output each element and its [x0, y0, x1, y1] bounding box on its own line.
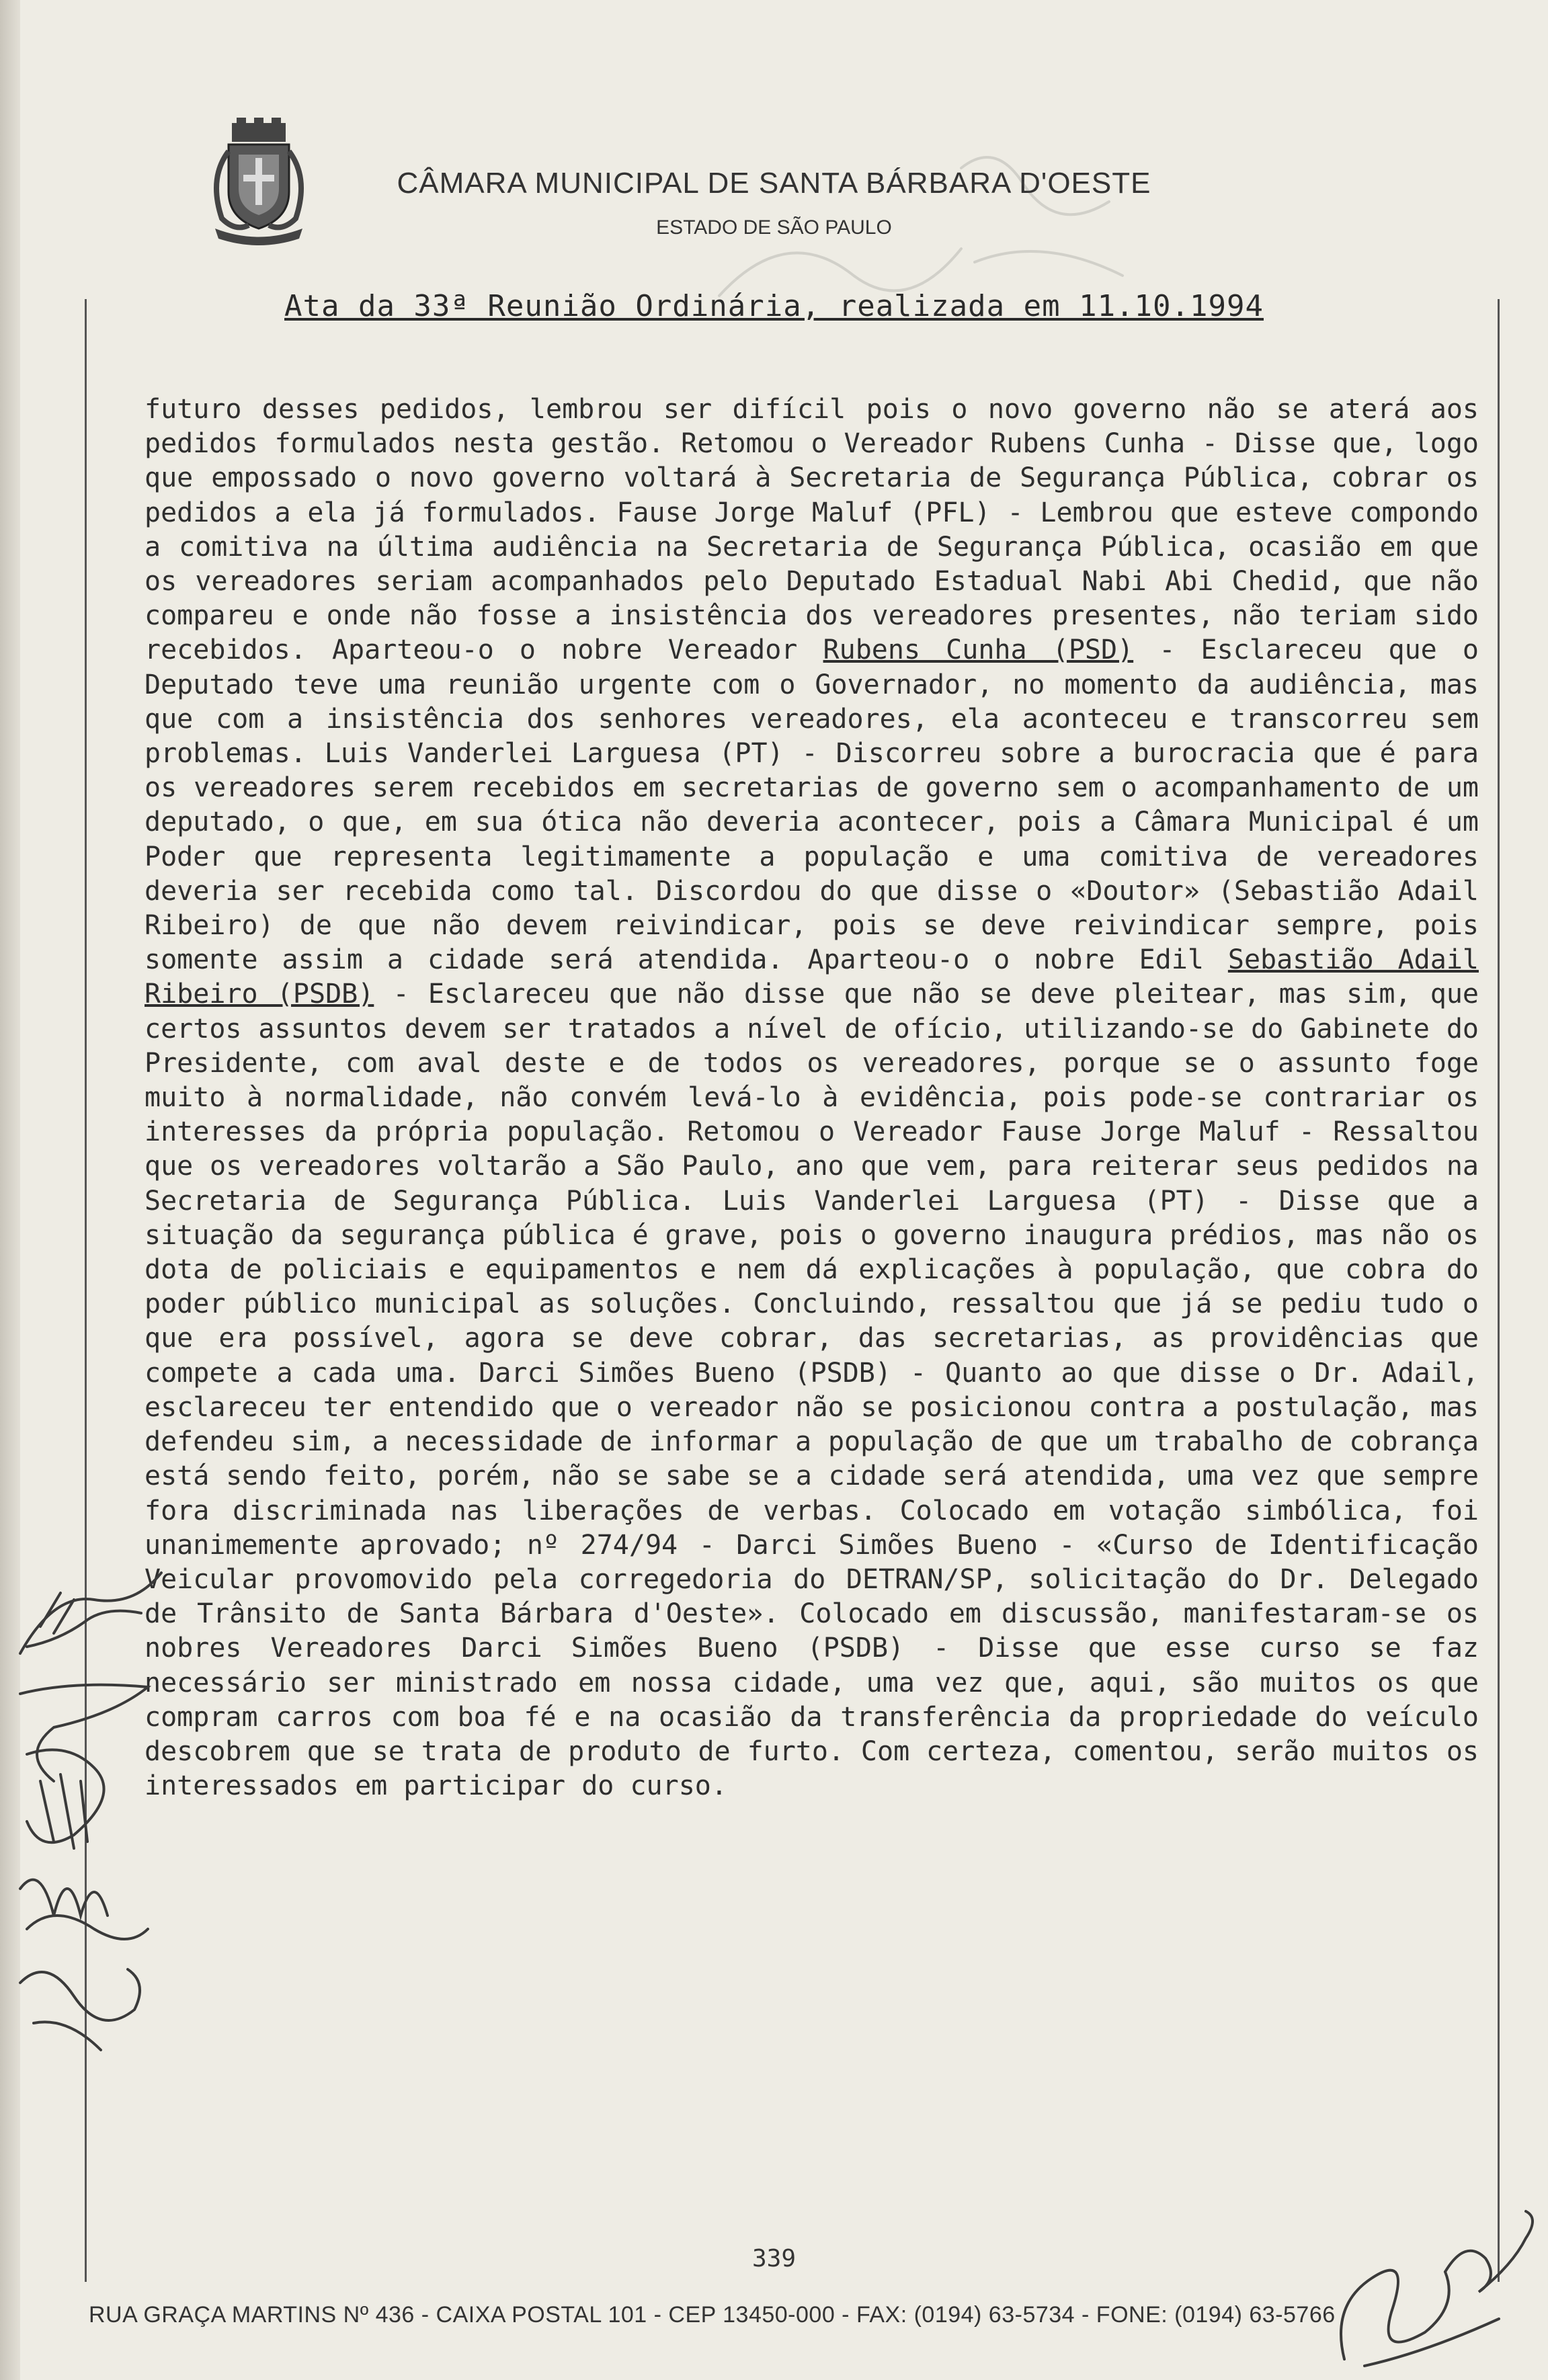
footer-address: RUA GRAÇA MARTINS Nº 436 - CAIXA POSTAL 101 - CEP 13450-000 - FAX: (0194) 63-5734 - FONE: (0194) 63-5766 [89, 2302, 1336, 2328]
speaker-name-1: Rubens Cunha (PSD) [823, 634, 1134, 666]
body-paragraph-2: - Esclareceu que o Deputado teve uma reunião urgente com o Governador, no momento da audiência, mas que com a insistência dos senhores vereadores, ela aconteceu e transcorreu sem problemas. Luis Vanderlei Larguesa (PT) - Discorreu sobre a burocracia que é para os vereadores serem recebidos em secretarias de governo sem o acompanhamento de um deputado, o que, em sua ótica não deveria acontecer, pois a Câmara Municipal é um Poder que representa legitimamente a população e uma comitiva de vereadores deveria ser recebida como tal. Discordou do que disse o «Doutor» (Sebastião Adail Ribeiro) de que não devem reivindicar, pois se deve reivindicar sempre, pois somente assim a cidade será atendida. Aparteou-o o nobre Edil [145, 634, 1479, 976]
minutes-title: Ata da 33ª Reunião Ordinária, realizada em 11.10.1994 [284, 289, 1264, 323]
right-margin-rule [1498, 299, 1500, 2282]
body-paragraph-3: - Esclareceu que não disse que não se deve pleitear, mas sim, que certos assuntos devem ser tratados a nível de ofício, utilizando-se do Gabinete do Presidente, com aval deste e de todos os vereadores, porque se o assunto foge muito à normalidade, não convém levá-lo à evidência, pois pode-se contrariar os interesses da própria população. Retomou o Vereador Fause Jorge Maluf - Ressaltou que os vereadores voltarão a São Paulo, ano que vem, para reiterar seus pedidos na Secretaria de Segurança Pública. Luis Vanderlei Larguesa (PT) - Disse que a situação da segurança pública é grave, pois o governo inaugura prédios, mas não os dota de policiais e equipamentos e nem dá explicações à população, que cobra do poder público municipal as soluções. Concluindo, ressaltou que já se pediu tudo o que era possível, agora se deve cobrar, das secretarias, as providências que compete a cada uma. Darci Simões Bueno (PSDB) - Quanto ao que disse o Dr. Adail, esclareceu ter entendido que o vereador não se posicionou contra a postulação, mas defendeu sim, a necessidade de informar a população de que um trabalho de cobrança está sendo feito, porém, não se sabe se a cidade será atendida, uma vez que sempre fora discriminada nas liberações de verbas. Colocado em votação simbólica, foi unanimemente aprovado; nº 274/94 - Darci Simões Bueno - «Curso de Identificação Veicular provomovido pela corregedoria do DETRAN/SP, solicitação do Dr. Delegado de Trânsito de Santa Bárbara d'Oeste». Colocado em discussão, manifestaram-se os nobres Vereadores Darci Simões Bueno (PSDB) - Disse que esse curso se faz necessário ser ministrado em nossa cidade, uma vez que, aqui, são muitos os que compram carros com boa fé e na ocasião da transferência da propriedade do veículo descobrem que se trata de produto de furto. Com certeza, comentou, serão muitos os interessados em participar do curso. [145, 979, 1479, 1802]
minutes-body [145, 393, 1479, 1803]
body-paragraph-1: futuro desses pedidos, lembrou ser difícil pois o novo governo não se aterá aos pedidos formulados nesta gestão. Retomou o Vereador Rubens Cunha - Disse que, logo que empossado o novo governo voltará à Secretaria de Segurança Pública, cobrar os pedidos a ela já formulados. Fause Jorge Maluf (PFL) - Lembrou que esteve compondo a comitiva na última audiência na Secretaria de Segurança Pública, ocasião em que os vereadores seriam acompanhados pelo Deputado Estadual Nabi Abi Chedid, que não compareu e onde não fosse a insistência dos vereadores presentes, não teriam sido recebidos. Aparteou-o o nobre Vereador [145, 394, 1479, 666]
speaker-name-2: Sebastião Adail Ribeiro (PSDB) [145, 944, 1479, 1010]
page-edge-shadow [0, 0, 23, 2380]
institution-name: CÂMARA MUNICIPAL DE SANTA BÁRBARA D'OESTE [397, 167, 1151, 200]
left-margin-rule [85, 299, 87, 2282]
page-number: 339 [751, 2245, 797, 2272]
state-name: ESTADO DE SÃO PAULO [656, 216, 892, 239]
